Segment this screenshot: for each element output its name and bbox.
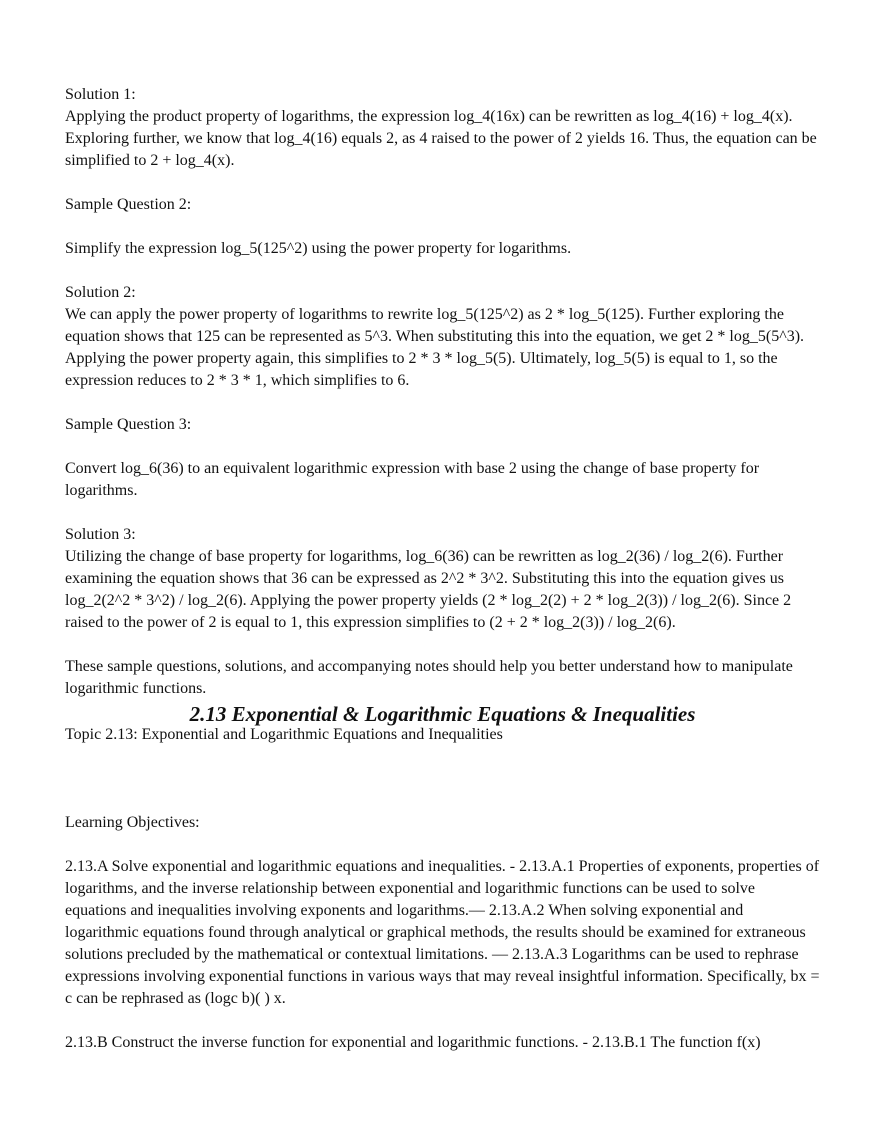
- spacer: [65, 790, 820, 812]
- learning-objective-a: 2.13.A Solve exponential and logarithmic equations and inequalities. - 2.13.A.1 Properties of exponents, properties of logarithms, and the inverse relationship between exponential and logarithmic functions can be used to solve equations and inequalities involving exponents and logarithms.— 2.13.A.2 When solving exponential and logarithmic equations found through analytical or graphical methods, the results should be examined for extraneous solutions precluded by the mathematical or contextual limitations. — 2.13.A.3 Logarithms can be used to rephrase expressions involving exponential functions in various ways that may reveal insightful information. Specifically, bx = c can be rephrased as (logc b)( ) x.: [65, 858, 820, 1007]
- solution-3-body: Utilizing the change of base property for logarithms, log_6(36) can be rewritten as log_2(36) / log_2(6). Further examining the equation shows that 36 can be expressed as 2^2 * 3^2. Substituting this into the equation gives us log_2(2^2 * 3^2) / log_2(6). Applying the power property yields (2 * log_2(2) + 2 * log_2(3)) / log_2(6). Since 2 raised to the power of 2 is equal to 1, this expression simplifies to (2 + 2 * log_2(3)) / log_2(6).: [65, 548, 792, 631]
- spacer: [65, 834, 820, 856]
- spacer: [65, 216, 820, 238]
- sample-question-3-body: Convert log_6(36) to an equivalent logarithmic expression with base 2 using the change of base property for logarithms.: [65, 460, 760, 499]
- sample-question-3-title: Sample Question 3:: [65, 416, 192, 433]
- spacer: [65, 634, 820, 656]
- closing-note: These sample questions, solutions, and accompanying notes should help you better understand how to manipulate logarithmic functions.: [65, 658, 793, 697]
- learning-objective-b: 2.13.B Construct the inverse function for exponential and logarithmic functions. - 2.13.B.1 The function f(x): [65, 1034, 761, 1051]
- solution-1-title: Solution 1:: [65, 86, 136, 103]
- section-heading: 2.13 Exponential & Logarithmic Equations & Inequalities: [189, 702, 696, 726]
- sample-question-2-title: Sample Question 2:: [65, 196, 192, 213]
- topic-line: Topic 2.13: Exponential and Logarithmic Equations and Inequalities: [65, 726, 503, 743]
- spacer: [65, 260, 820, 282]
- spacer: [65, 172, 820, 194]
- solution-3-title: Solution 3:: [65, 526, 136, 543]
- spacer: [65, 1010, 820, 1032]
- spacer: [65, 502, 820, 524]
- solution-2-title: Solution 2:: [65, 284, 136, 301]
- solution-2-body: We can apply the power property of logarithms to rewrite log_5(125^2) as 2 * log_5(125). Further exploring the equation shows that 125 can be represented as 5^3. When substituting this into the equation, we get 2 * log_5(5^3). Applying the power property again, this simplifies to 2 * 3 * log_5(5). Ultimately, log_5(5) is equal to 1, so the expression reduces to 2 * 3 * 1, which simplifies to 6.: [65, 306, 805, 389]
- document-page: [65, 84, 820, 1054]
- learning-objectives-title: Learning Objectives:: [65, 814, 200, 831]
- sample-question-2-body: Simplify the expression log_5(125^2) using the power property for logarithms.: [65, 240, 572, 257]
- spacer: [65, 436, 820, 458]
- solution-1-body: Applying the product property of logarithms, the expression log_4(16x) can be rewritten as log_4(16) + log_4(x). Exploring further, we know that log_4(16) equals 2, as 4 raised to the power of 2 yields 16. Thus, the equation can be simplified to 2 + log_4(x).: [65, 108, 817, 169]
- spacer: [65, 746, 820, 790]
- spacer: [65, 392, 820, 414]
